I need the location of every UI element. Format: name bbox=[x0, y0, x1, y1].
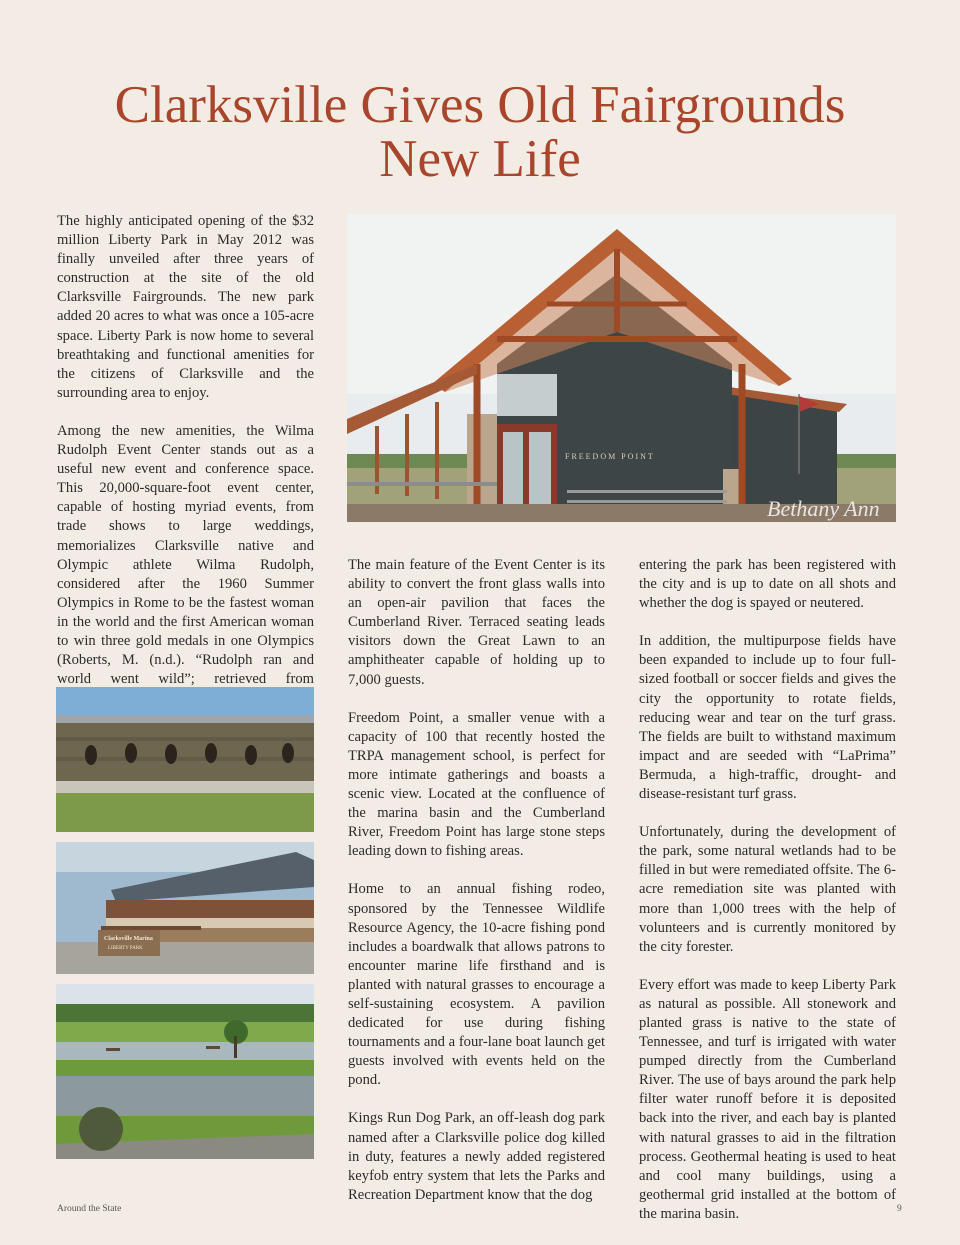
photo-sign-text: LIBERTY PARK bbox=[108, 946, 143, 951]
paragraph: The highly anticipated opening of the $32 million Liberty Park in May 2012 was finally unveiled after three years of construction at the site of the old Clarksville Fairgrounds. The new park added 20 acres to what was once a 105-acre space. Liberty Park is now home to several breathtaking and functional amenities for the citizens of Clarksville and the surrounding area to enjoy. bbox=[57, 213, 314, 401]
paragraph: The main feature of the Event Center is its ability to convert the front glass walls into an open-air pavilion that faces the Cumberland River. Terraced seating leads visitors down the Great Lawn to an amphitheater capable of holding up to 7,000 guests. bbox=[348, 557, 605, 688]
paragraph: Home to an annual fishing rodeo, sponsored by the Tennessee Wildlife Resource Agency, the 10-acre fishing pond includes a boardwalk that allows patrons to encounter marine life firsthand and is planted with natural grasses to encourage a self-sustaining ecosystem. A pavilion dedicated for use during fishing tournaments and a four-lane boat launch get guests involved with events held on the pond. bbox=[348, 881, 605, 1089]
photo-freedom-point bbox=[347, 214, 896, 522]
photo-stone-wall bbox=[56, 687, 314, 832]
photo-marina-building bbox=[56, 842, 314, 974]
title-line-1: Clarksville Gives Old Fairgrounds bbox=[114, 76, 846, 134]
paragraph: In addition, the multipurpose fields have been expanded to include up to four full-sized football or soccer fields and gives the city the opportunity to rotate fields, reducing wear and tear on the turf grass. The fields are built to withstand maximum impact and are seeded with “LaPrima” Bermuda, a high-traffic, drought- and disease-resistant turf grass. bbox=[639, 633, 896, 803]
paragraph: Every effort was made to keep Liberty Park as natural as possible. All stonework and planted grass is native to the state of Tennessee, and turf is irrigated with water pumped directly from the Cumberland River. The use of bays around the park help filter water runoff before it is deposited back into the river, and each bay is planted with natural grasses to aid in the filtration process. Geothermal heating is used to heat and cool many buildings, using a geothermal grid installed at the bottom of the marina basin. bbox=[639, 976, 896, 1222]
photo-watermark: Bethany Ann bbox=[767, 496, 880, 521]
text-column-2 bbox=[348, 556, 605, 1224]
paragraph: Unfortunately, during the development of the park, some natural wetlands had to be filled in but were remediated offsite. The 6-acre remediation site was planted with more than 1,000 trees with the help of volunteers and is currently monitored by the city forester. bbox=[639, 824, 896, 955]
paragraph: entering the park has been registered with the city and is up to date on all shots and whether the dog is spayed or neutered. bbox=[639, 557, 896, 612]
paragraph: Among the new amenities, the Wilma Rudolph Event Center stands out as a useful new event and conference space. This 20,000-square-foot event center, capable of hosting myriad events, from trade shows to large weddings, memorializes Clarksville native and Olympic athlete Wilma Rudolph, considered after the 1960 Summer Olympics in Rome to be the fastest woman in the world and the first American woman to win three gold medals in one Olympics (Roberts, M. (n.d.). “Rudolph ran and world went wild”; retrieved from bbox=[57, 422, 314, 688]
photo-sign-text: FREEDOM POINT bbox=[565, 452, 655, 461]
page-title bbox=[0, 78, 960, 186]
text-column-3 bbox=[639, 556, 896, 1243]
footer-section: Around the State bbox=[57, 1204, 122, 1214]
title-line-2: New Life bbox=[379, 130, 581, 188]
paragraph: Kings Run Dog Park, an off-leash dog park named after a Clarksville police dog killed in duty, features a newly added registered keyfob entry system that lets the Parks and Recreation Department know that the dog bbox=[348, 1110, 605, 1203]
paragraph: Freedom Point, a smaller venue with a capacity of 100 that recently hosted the TRPA management school, is perfect for more intimate gatherings and boasts a scenic view. Located at the confluence of the marina basin and the Cumberland River, Freedom Point has large stone steps leading down to fishing areas. bbox=[348, 709, 605, 860]
photo-fishing-pond bbox=[56, 984, 314, 1159]
text-column-1 bbox=[57, 212, 314, 746]
page-number: 9 bbox=[897, 1204, 902, 1214]
photo-sign-text: Clarksville Marina bbox=[104, 936, 153, 942]
